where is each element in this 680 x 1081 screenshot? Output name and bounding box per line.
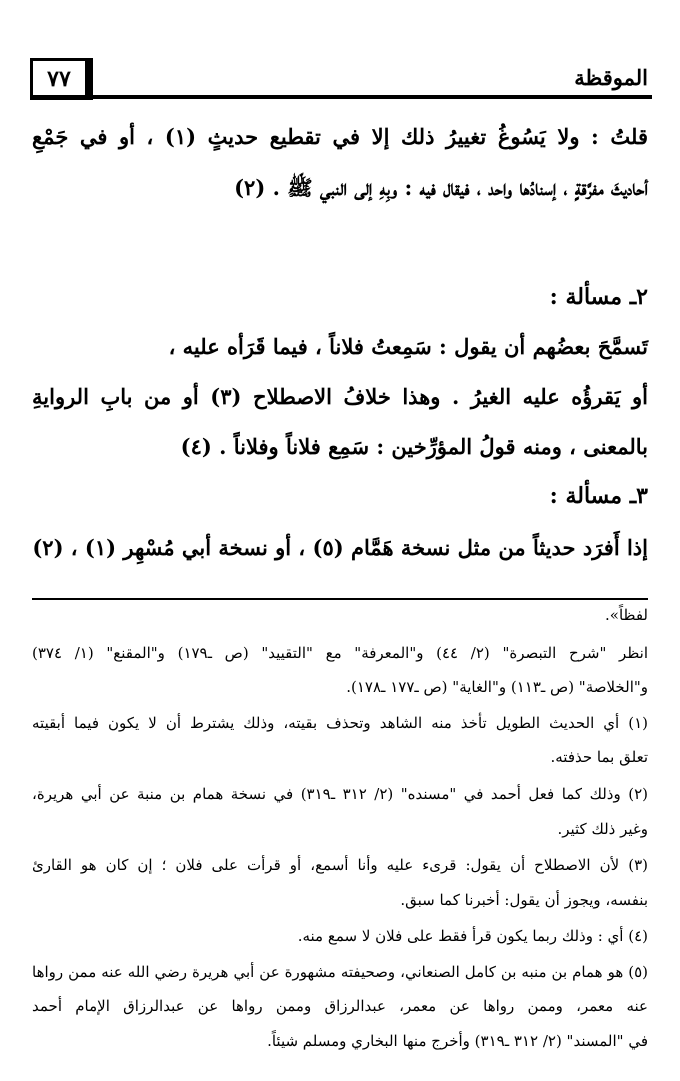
body-line: أحاديثَ مفرَّقةٍ ، إسنادُها واحد ، فيقال فيه : وبِهِ إلى النبي ﷺ . (٢) — [234, 175, 648, 200]
footnote-line: (٣) لأن الاصطلاح أن يقول: قرىء عليه وأنا أسمع، أو قرأت على فلان ؛ إن كان هو القارئ — [32, 856, 648, 874]
footnote-line: وغير ذلك كثير. — [557, 820, 648, 838]
footnote-divider — [32, 598, 648, 600]
footnote-line: (٤) أي : وذلك ربما يكون قرأ فقط على فلان لا سمع منه. — [297, 927, 648, 945]
footnote-line: عنه معمر، وممن رواها عن معمر، عبدالرزاق وممن رواها عن عبدالرزاق الإمام أحمد — [32, 997, 648, 1015]
footnote-line: لفظاً». — [605, 606, 648, 624]
footnote-line: في "المسند" (٢/ ٣١٢ ـ٣١٩) وأخرج منها البخاري ومسلم شيئاً. — [267, 1032, 648, 1050]
footnote-line: (٢) وذلك كما فعل أحمد في "مسنده" (٢/ ٣١٢ ـ٣١٩) في نسخة همام بن منبة عن أبي هريرة، — [32, 785, 648, 803]
section-heading: ٢ـ مسألة : — [549, 284, 648, 310]
section-heading: ٣ـ مسألة : — [549, 483, 648, 509]
footnote-line: بنفسه، ويجوز أن يقول: أخبرنا كما سبق. — [400, 891, 648, 909]
body-line: قلتُ : ولا يَسُوغُ تغييرُ ذلك إلا في تقطيع حديثٍ (١) ، أو في جَمْعِ — [32, 124, 648, 149]
footnote-line: و"الخلاصة" (ص ـ١١٣) و"الغاية" (ص ـ١٧٧ ـ١٧٨). — [346, 678, 648, 696]
footnote-line: (٥) هو همام بن منبه بن كامل الصنعاني، وصحيفته مشهورة عن أبي هريرة رضي الله عنه ممن رواها — [32, 963, 648, 981]
header-divider — [30, 95, 652, 99]
body-line: أو يَقرؤُه عليه الغيرُ . وهذا خلافُ الاصطلاح (٣) أو من بابِ الروايةِ — [32, 384, 648, 409]
footnote-line: انظر "شرح التبصرة" (٢/ ٤٤) و"المعرفة" مع "التقييد" (ص ـ١٧٩) و"المقنع" (١/ ٣٧٤) — [32, 644, 648, 662]
footnote-line: (١) أي الحديث الطويل تأخذ منه الشاهد وتحذف بقيته، وذلك يشترط أن لا يكون فيما أبقيته — [32, 714, 648, 732]
body-line: بالمعنى ، ومنه قولُ المؤرِّخين : سَمِع فلاناً وفلاناً . (٤) — [180, 434, 648, 459]
page-number: ٧٧ — [30, 58, 93, 100]
running-title: الموقظة — [574, 65, 648, 90]
body-line: إذا أَفرَد حديثاً من مثل نسخة هَمَّام (٥) ، أو نسخة أبي مُسْهِر (١) ، (٢) — [32, 535, 648, 560]
footnote-line: تعلق بما حذفته. — [550, 748, 648, 766]
body-line: تَسمَّحَ بعضُهم أن يقول : سَمِعتُ فلاناً ، فيما قَرَأه عليه ، — [168, 334, 648, 359]
